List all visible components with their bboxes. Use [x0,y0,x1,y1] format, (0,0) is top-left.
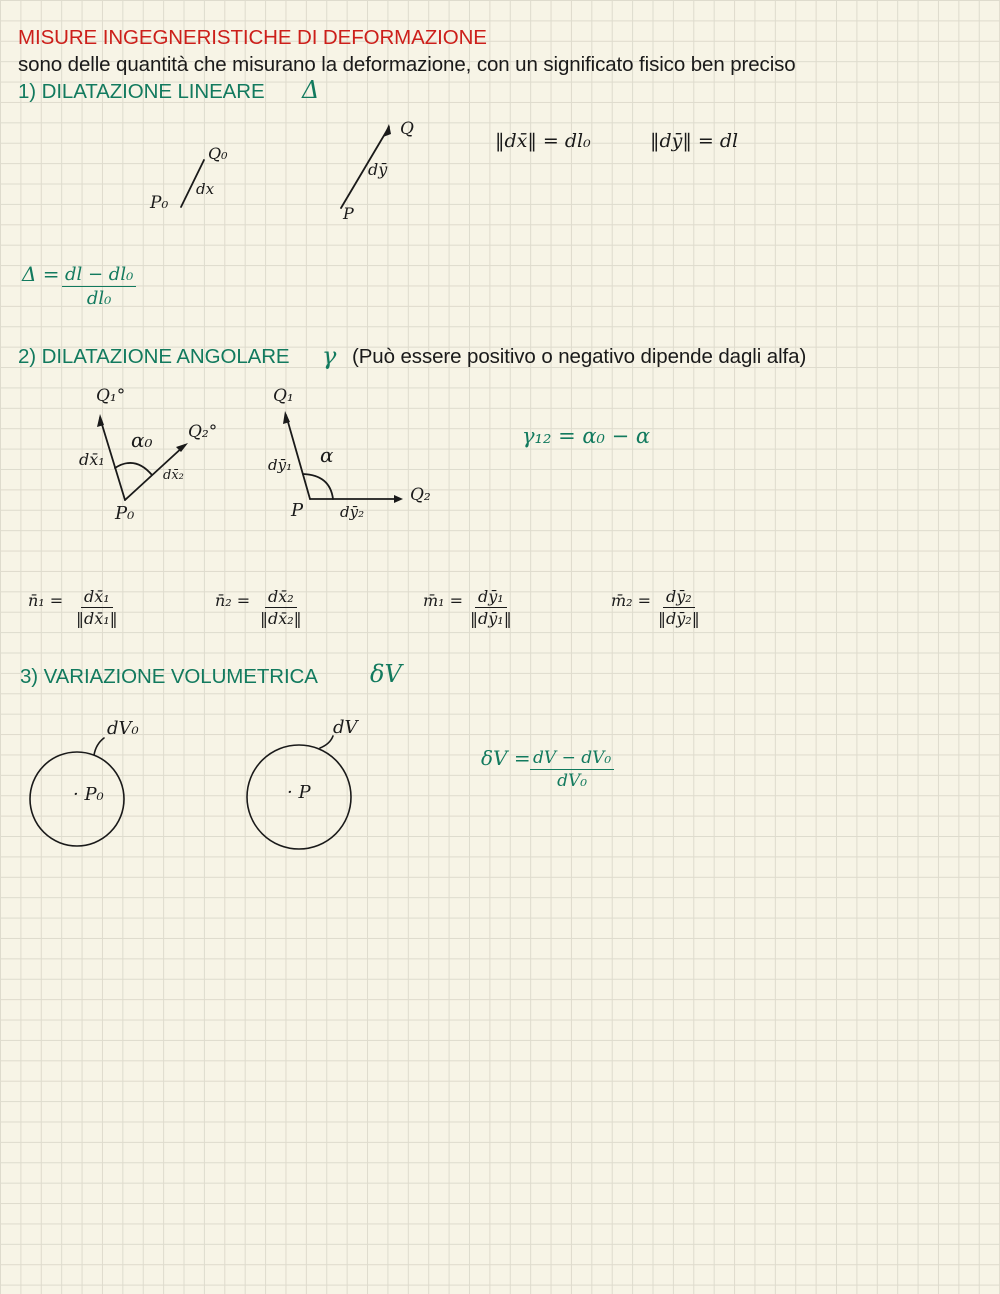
normal-n2-lhs: n̄₂ = [215,591,251,610]
delta-v-formula-lhs: δV = [481,746,531,770]
label-dx2: dx̄₂ [163,468,184,483]
initial-volume-leader [94,738,104,755]
norm-dy-equation: ‖dȳ‖ = dl [650,130,739,152]
norm-dx-equation: ‖dx̄‖ = dl₀ [495,130,591,152]
delta-formula-numerator: dl − dl₀ [62,264,136,287]
label-q1-initial: Q₁° [96,386,126,406]
delta-v-symbol: δV [370,660,402,688]
delta-v-formula-fraction [530,748,614,791]
label-q1: Q₁ [273,386,294,406]
delta-symbol: Δ [302,76,320,104]
delta-v-formula-numerator: dV − dV₀ [530,748,614,770]
normal-n2-numerator: dx̄₂ [265,587,297,608]
label-dy1: dȳ₁ [268,456,293,474]
normal-n2-denominator: ‖dx̄₂‖ [260,609,302,628]
section2-note: (Può essere positivo o negativo dipende dagli alfa) [352,345,807,368]
section2-heading: 2) DILATAZIONE ANGOLARE [18,345,290,368]
label-dv: dV [333,717,358,738]
normal-m2-numerator: dȳ₂ [663,587,695,608]
label-alpha0: α₀ [131,428,153,452]
normal-m2-lhs: m̄₂ = [611,591,652,610]
label-p0-angle: P₀ [115,503,135,524]
gamma-symbol: γ [322,342,337,370]
label-p0-volume: · P₀ [73,784,104,805]
label-dx: dx [196,180,215,198]
label-p-angle: P [291,500,304,521]
label-dv0: dV₀ [107,718,139,739]
label-dy: dȳ [368,160,388,179]
page-title: MISURE INGEGNERISTICHE DI DEFORMAZIONE [18,26,487,49]
label-dx1: dx̄₁ [79,450,105,469]
label-p: P [343,204,354,223]
delta-formula-denominator: dl₀ [86,288,112,309]
label-p0: P₀ [150,193,169,213]
section3-heading: 3) VARIAZIONE VOLUMETRICA [20,665,318,688]
normal-n1-numerator: dx̄₁ [81,587,113,608]
section1-heading: 1) DILATAZIONE LINEARE [18,80,265,103]
label-alpha: α [320,443,334,467]
label-q0: Q₀ [208,144,228,163]
label-q: Q [400,119,414,139]
normal-n1-lhs: n̄₁ = [28,591,64,610]
label-p-volume: · P [287,782,311,803]
gamma-formula: γ₁₂ = α₀ − α [522,424,651,448]
label-q2: Q₂ [410,485,431,505]
label-q2-initial: Q₂° [188,422,218,442]
normal-m1-numerator: dȳ₁ [475,587,507,608]
normal-m2-denominator: ‖dȳ₂‖ [658,609,700,628]
deformed-volume-leader [320,736,333,748]
label-dy2: dȳ₂ [340,503,365,521]
normal-m1-lhs: m̄₁ = [423,591,464,610]
intro-text: sono delle quantità che misurano la deformazione, con un significato fisico ben preciso [18,53,796,76]
delta-formula-lhs: Δ = [22,262,60,286]
delta-v-formula-denominator: dV₀ [557,771,588,791]
normal-m1-denominator: ‖dȳ₁‖ [470,609,512,628]
normal-n1-denominator: ‖dx̄₁‖ [76,609,118,628]
